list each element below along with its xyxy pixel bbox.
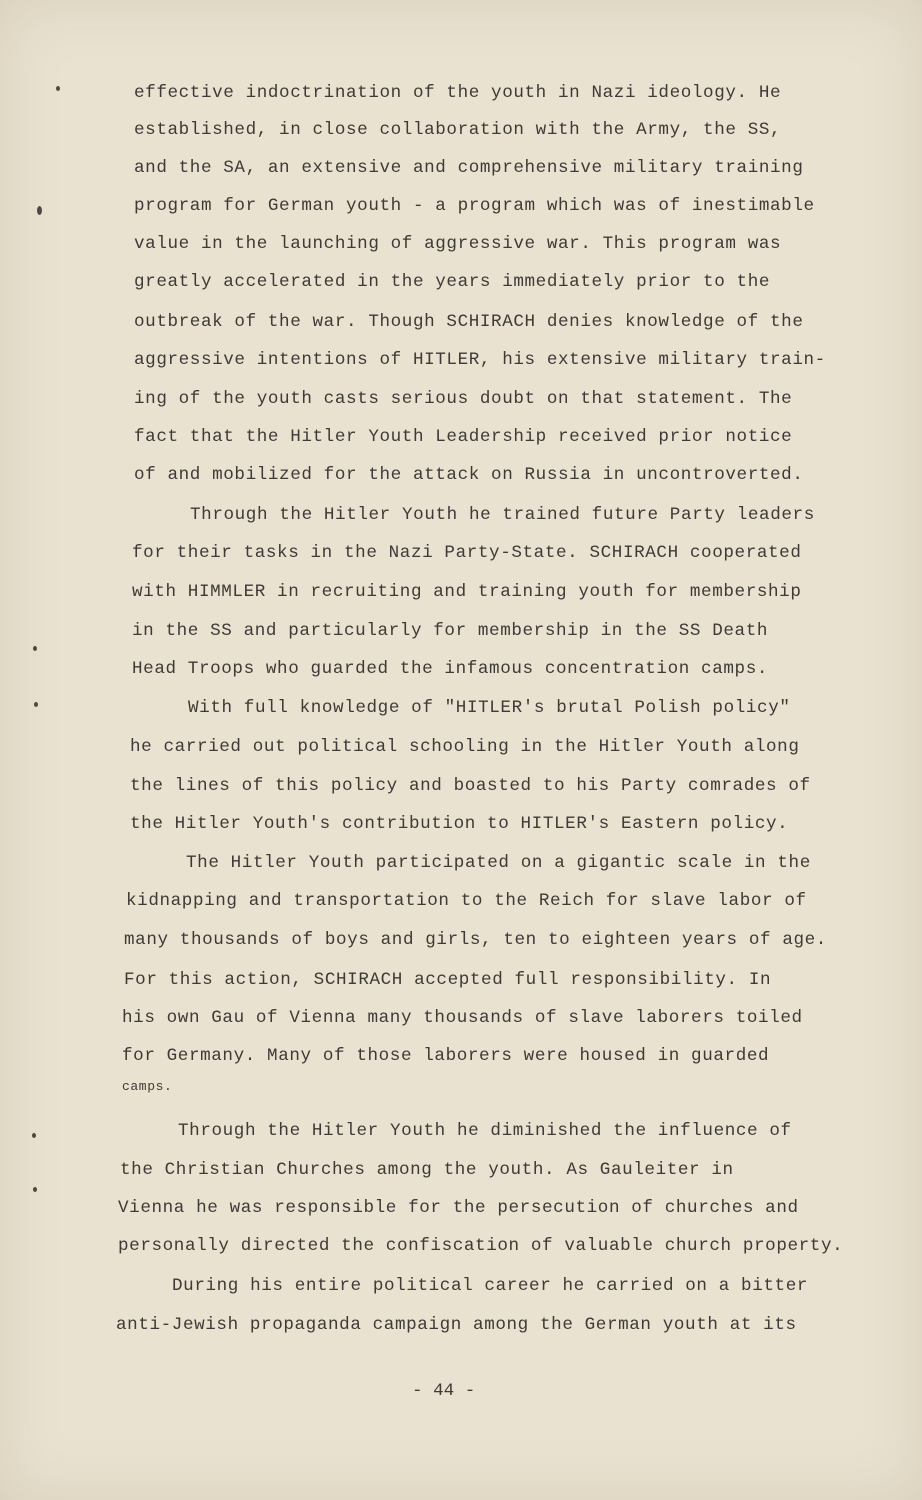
- text-line: outbreak of the war. Though SCHIRACH denies knowledge of the: [134, 312, 804, 332]
- text-line: his own Gau of Vienna many thousands of slave laborers toiled: [122, 1008, 803, 1028]
- text-line: of and mobilized for the attack on Russia in uncontroverted.: [134, 465, 804, 485]
- text-line: For this action, SCHIRACH accepted full responsibility. In: [124, 970, 772, 990]
- margin-speck: [32, 1133, 36, 1138]
- text-line: kidnapping and transportation to the Reich for slave labor of: [126, 891, 807, 911]
- text-line: ing of the youth casts serious doubt on that statement. The: [134, 389, 793, 409]
- text-line: value in the launching of aggressive war. This program was: [134, 234, 782, 254]
- text-line: he carried out political schooling in the Hitler Youth along: [130, 737, 800, 757]
- text-line: in the SS and particularly for membership in the SS Death: [132, 621, 769, 641]
- text-line: with HIMMLER in recruiting and training youth for membership: [132, 582, 802, 602]
- text-line: anti-Jewish propaganda campaign among the German youth at its: [116, 1315, 797, 1335]
- text-line: and the SA, an extensive and comprehensive military training: [134, 158, 804, 178]
- text-line: for their tasks in the Nazi Party-State. SCHIRACH cooperated: [132, 543, 802, 563]
- text-line: fact that the Hitler Youth Leadership received prior notice: [134, 427, 793, 447]
- margin-speck: [34, 702, 38, 707]
- text-line: Through the Hitler Youth he diminished the influence of: [178, 1121, 792, 1141]
- text-line: aggressive intentions of HITLER, his extensive military train-: [134, 350, 826, 370]
- text-line: personally directed the confiscation of valuable church property.: [118, 1236, 844, 1256]
- text-line: Head Troops who guarded the infamous concentration camps.: [132, 659, 769, 679]
- margin-speck: [56, 86, 60, 91]
- text-line: During his entire political career he carried on a bitter: [172, 1276, 809, 1296]
- margin-speck: [33, 1187, 37, 1192]
- margin-speck: [33, 646, 37, 651]
- text-line: camps.: [122, 1079, 173, 1094]
- text-line: for Germany. Many of those laborers were housed in guarded: [122, 1046, 770, 1066]
- text-line: greatly accelerated in the years immediately prior to the: [134, 272, 771, 292]
- text-line: Through the Hitler Youth he trained future Party leaders: [190, 505, 815, 525]
- text-line: effective indoctrination of the youth in Nazi ideology. He: [134, 83, 782, 103]
- page-number: - 44 -: [412, 1381, 476, 1401]
- text-line: Vienna he was responsible for the persecution of churches and: [118, 1198, 799, 1218]
- text-line: With full knowledge of "HITLER's brutal Polish policy": [188, 698, 791, 718]
- text-line: program for German youth - a program which was of inestimable: [134, 196, 815, 216]
- text-line: the Hitler Youth's contribution to HITLER's Eastern policy.: [130, 814, 789, 834]
- text-line: established, in close collaboration with the Army, the SS,: [134, 120, 782, 140]
- text-line: many thousands of boys and girls, ten to eighteen years of age.: [124, 930, 827, 950]
- text-line: The Hitler Youth participated on a gigantic scale in the: [186, 853, 811, 873]
- text-line: the lines of this policy and boasted to his Party comrades of: [130, 776, 811, 796]
- text-line: the Christian Churches among the youth. As Gauleiter in: [120, 1160, 734, 1180]
- margin-speck: [37, 206, 42, 215]
